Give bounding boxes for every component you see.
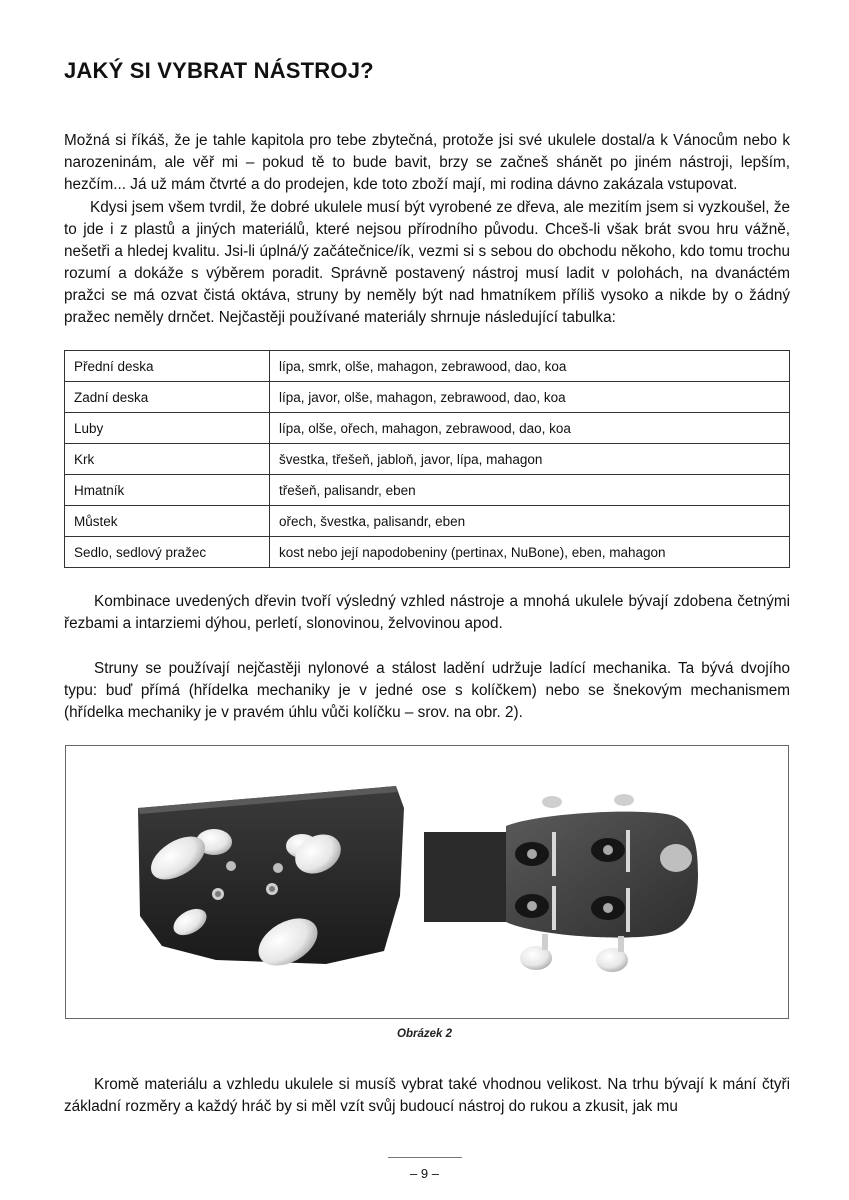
figure-images — [66, 746, 788, 1018]
table-cell-materials: švestka, třešeň, jabloň, javor, lípa, mahagon — [270, 444, 790, 475]
paragraph-size: Kromě materiálu a vzhledu ukulele si musíš vybrat také vhodnou velikost. Na trhu bývají k mání čtyři základní rozměry a každý hráč by si měl vzít svůj budoucí nástroj do rukou a zkusit, jak mu — [64, 1076, 790, 1115]
page-title: JAKÝ SI VYBRAT NÁSTROJ? — [64, 58, 374, 83]
table-cell-part: Sedlo, sedlový pražec — [65, 537, 270, 568]
table-cell-part: Hmatník — [65, 475, 270, 506]
page-number-divider — [388, 1157, 462, 1158]
table-cell-part: Krk — [65, 444, 270, 475]
headstock-straight-tuners-image — [138, 786, 404, 975]
table-row — [65, 351, 790, 382]
table-cell-part: Můstek — [65, 506, 270, 537]
paragraph-strings: Struny se používají nejčastěji nylonové a stálost ladění udržuje ladící mechanika. Ta bývá dvojího typu: buď přímá (hřídelka mechaniky je v jedné ose s kolíčkem) nebo se šnekovým mechanismem (hřídelka mechaniky je v pravém úhlu vůči kolíčku – srov. na obr. 2). — [64, 660, 790, 721]
table-cell-materials: ořech, švestka, palisandr, eben — [270, 506, 790, 537]
table-cell-materials: kost nebo její napodobeniny (pertinax, NuBone), eben, mahagon — [270, 537, 790, 568]
paragraph-decoration: Kombinace uvedených dřevin tvoří výsledný vzhled nástroje a mnohá ukulele bývají zdobena četnými řezbami a intarziemi dýhou, perletí, slonovinou, želvovinou apod. — [64, 593, 790, 632]
paragraph-intro: Možná si říkáš, že je tahle kapitola pro tebe zbytečná, protože jsi své ukulele dostal/a k Vánocům nebo k narozeninám, ale věř mi – pokud tě to bude bavit, brzy se začneš shánět po jiném nástroji, lepším, hezčím... Já už mám čtvrté a do prodejen, kde toto zboží mají, mi rodina dávno zakázala vstupovat. — [64, 132, 790, 193]
table-cell-part: Zadní deska — [65, 382, 270, 413]
table-cell-materials: lípa, javor, olše, mahagon, zebrawood, dao, koa — [270, 382, 790, 413]
table-row — [65, 475, 790, 506]
materials-table — [64, 350, 790, 568]
table-row — [65, 382, 790, 413]
table-cell-part: Přední deska — [65, 351, 270, 382]
table-row — [65, 444, 790, 475]
table-row — [65, 413, 790, 444]
headstock-geared-tuners-image — [424, 794, 698, 972]
figure-caption: Obrázek 2 — [397, 1028, 452, 1040]
paragraph-quality: Kdysi jsem všem tvrdil, že dobré ukulele musí být vyrobené ze dřeva, ale mezitím jsem si vyzkoušel, že to jde i z plastů a jiných materiálů, které nejsou přírodního původu. Chceš-li však brát svou hru vážně, nešetři a hledej kvalitu. Jsi-li úplná/ý začátečnice/ík, vezmi si s sebou do obchodu někoho, kdo tomu trochu rozumí a dokáže s výběrem poradit. Správně postavený nástroj musí ladit v polohách, na dvanáctém pražci se má ozvat čistá oktáva, struny by neměly být nad hmatníkem příliš vysoko a nikde by o žádný pražec neměly drnčet. Nejčastěji používané materiály shrnuje následující tabulka: — [64, 199, 790, 326]
table-cell-materials: lípa, smrk, olše, mahagon, zebrawood, dao, koa — [270, 351, 790, 382]
table-cell-part: Luby — [65, 413, 270, 444]
table-cell-materials: třešeň, palisandr, eben — [270, 475, 790, 506]
table-row — [65, 537, 790, 568]
figure-frame — [65, 745, 789, 1019]
table-row — [65, 506, 790, 537]
page-number: – 9 – — [410, 1166, 439, 1181]
table-cell-materials: lípa, olše, ořech, mahagon, zebrawood, dao, koa — [270, 413, 790, 444]
